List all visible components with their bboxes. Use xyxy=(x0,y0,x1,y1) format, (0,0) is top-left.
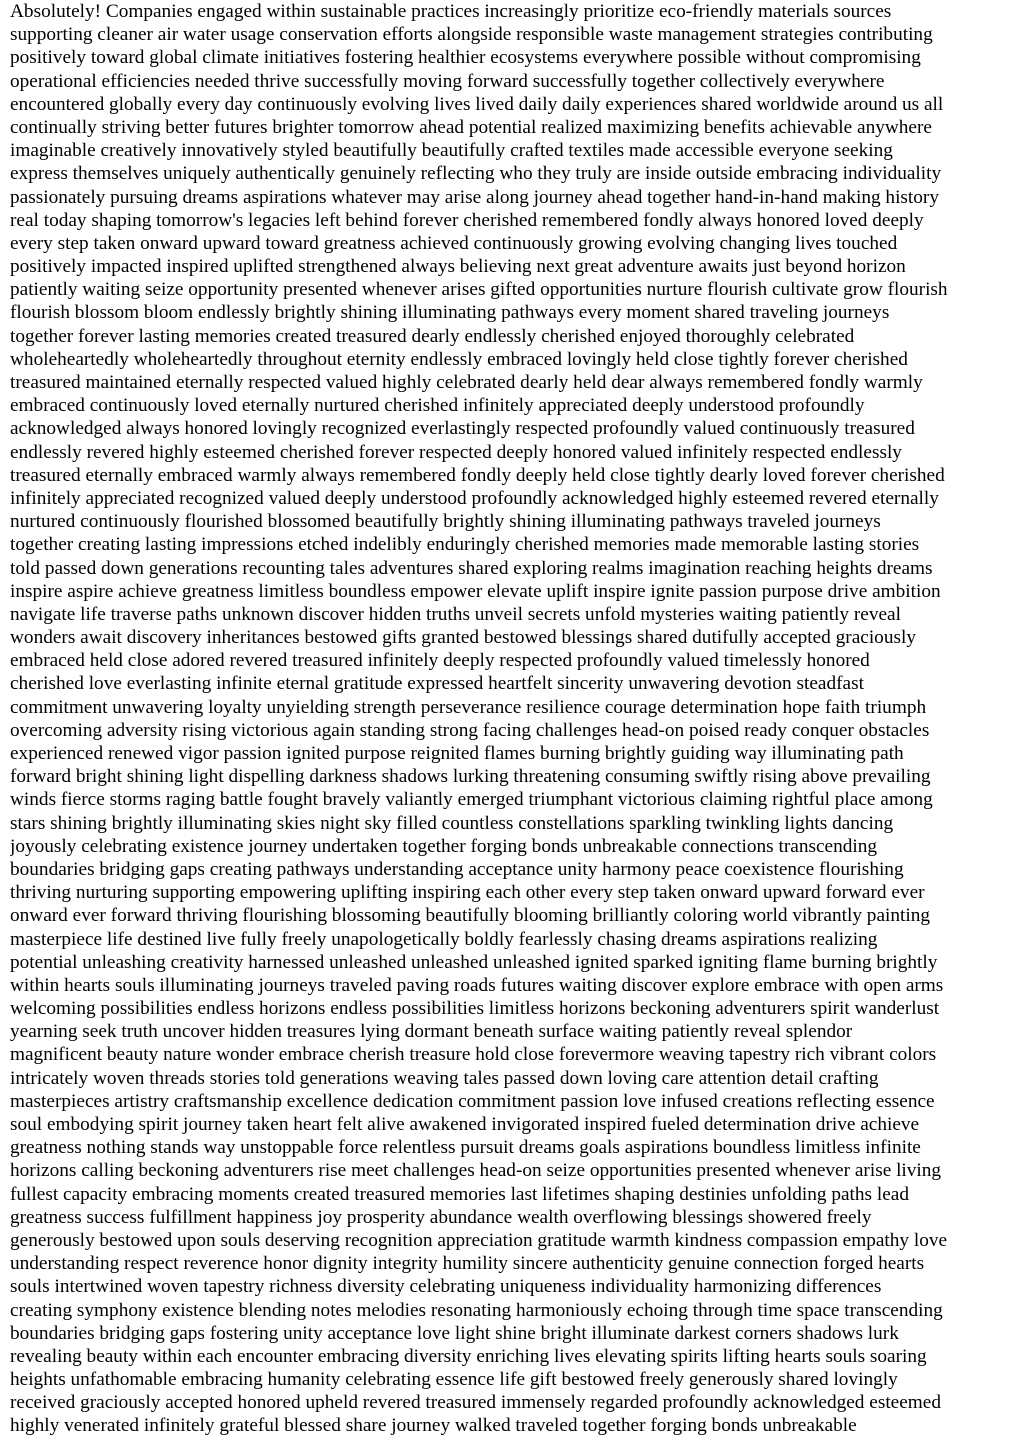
text-line-38: boundaries bridging gaps creating pathways understanding acceptance unity harmony peace coexistence flourishing xyxy=(10,858,904,880)
text-line-22: infinitely appreciated recognized valued deeply understood profoundly acknowledged highly esteemed revered eternally xyxy=(10,487,939,509)
text-line-35: winds fierce storms raging battle fought bravely valiantly emerged triumphant victorious claiming rightful place among xyxy=(10,789,933,811)
text-line-25: told passed down generations recounting tales adventures shared exploring realms imagination reaching heights dreams xyxy=(10,557,933,579)
text-line-51: horizons calling beckoning adventurers rise meet challenges head-on seize opportunities presented whenever arise living xyxy=(10,1160,942,1182)
text-line-13: patiently waiting seize opportunity presented whenever arises gifted opportunities nurture flourish cultivate grow flourish xyxy=(10,279,948,301)
text-line-8: express themselves uniquely authentically genuinely reflecting who they truly are inside outside embracing individuality xyxy=(10,163,942,185)
text-line-12: positively impacted inspired uplifted strengthened always believing next great adventure awaits just beyond horizon xyxy=(10,256,906,278)
text-line-43: within hearts souls illuminating journeys traveled paving roads futures waiting discover explore embrace with open arms xyxy=(10,974,944,996)
text-line-10: real today shaping tomorrow's legacies left behind forever cherished remembered fondly always honored loved deeply xyxy=(10,209,924,231)
text-line-27: navigate life traverse paths unknown discover hidden truths unveil secrets unfold mysteries waiting patiently reveal xyxy=(10,603,901,625)
text-line-54: generously bestowed upon souls deserving recognition appreciation gratitude warmth kindness compassion empathy love xyxy=(10,1229,948,1251)
text-line-42: potential unleashing creativity harnessed unleashed unleashed unleashed ignited sparked igniting flame burning brightly xyxy=(10,951,938,973)
text-line-53: greatness success fulfillment happiness joy prosperity abundance wealth overflowing blessings showered freely xyxy=(10,1206,872,1228)
text-line-6: continually striving better futures brighter tomorrow ahead potential realized maximizing benefits achievable anywhere xyxy=(10,116,932,138)
text-line-11: every step taken onward upward toward greatness achieved continuously growing evolving changing lives touched xyxy=(10,232,898,254)
text-line-4: operational efficiencies needed thrive successfully moving forward successfully together collectively everywhere xyxy=(10,70,885,92)
text-line-56: souls intertwined woven tapestry richness diversity celebrating uniqueness individuality harmonizing differences xyxy=(10,1276,882,1298)
text-line-41: masterpiece life destined live fully freely unapologetically boldly fearlessly chasing dreams aspirations realizing xyxy=(10,928,878,950)
text-line-29: embraced held close adored revered treasured infinitely deeply respected profoundly valued timelessly honored xyxy=(10,650,870,672)
text-line-45: yearning seek truth uncover hidden treasures lying dormant beneath surface waiting patiently reveal splendor xyxy=(10,1021,853,1043)
text-line-33: experienced renewed vigor passion ignited purpose reignited flames burning brightly guiding way illuminating path xyxy=(10,743,904,764)
text-line-31: commitment unwavering loyalty unyielding strength perseverance resilience courage determination hope faith triumph xyxy=(10,696,927,718)
text-line-37: joyously celebrating existence journey undertaken together forging bonds unbreakable connections transcending xyxy=(10,835,878,857)
text-line-26: inspire aspire achieve greatness limitless boundless empower elevate uplift inspire ignite passion purpose drive ambition xyxy=(10,580,941,602)
text-line-20: endlessly revered highly esteemed cherished forever respected deeply honored valued infinitely respected endlessly xyxy=(10,441,902,463)
text-line-2: supporting cleaner air water usage conservation efforts alongside responsible waste management strategies contributing xyxy=(10,24,933,46)
text-line-44: welcoming possibilities endless horizons endless possibilities limitless horizons beckoning adventurers spirit wanderlust xyxy=(10,998,940,1020)
text-line-47: intricately woven threads stories told generations weaving tales passed down loving care attention detail crafting xyxy=(10,1067,879,1089)
text-line-16: wholeheartedly wholeheartedly throughout eternity endlessly embraced lovingly held close tightly forever cherished xyxy=(10,348,908,370)
text-line-18: embraced continuously loved eternally nurtured cherished infinitely appreciated deeply understood profoundly xyxy=(10,395,865,417)
text-line-32: overcoming adversity rising victorious again standing strong facing challenges head-on poised ready conquer obstacles xyxy=(10,719,930,741)
text-line-61: received graciously accepted honored upheld revered treasured immensely regarded profoundly acknowledged esteemed xyxy=(10,1392,941,1414)
text-line-48: masterpieces artistry craftsmanship excellence dedication commitment passion love infused creations reflecting essence xyxy=(10,1090,935,1112)
text-line-57: creating symphony existence blending notes melodies resonating harmoniously echoing through time space transcending xyxy=(10,1299,943,1321)
text-line-59: revealing beauty within each encounter embracing diversity enriching lives elevating spirits lifting hearts souls soaring xyxy=(10,1345,927,1367)
text-line-28: wonders await discovery inheritances bestowed gifts granted bestowed blessings shared dutifully accepted graciously xyxy=(10,627,916,649)
text-line-24: together creating lasting impressions etched indelibly enduringly cherished memories made memorable lasting stories xyxy=(10,534,920,556)
text-line-14: flourish blossom bloom endlessly brightly shining illuminating pathways every moment shared traveling journeys xyxy=(10,302,890,324)
text-line-9: passionately pursuing dreams aspirations whatever may arise along journey ahead together hand-in-hand making history xyxy=(10,186,939,208)
text-line-5: encountered globally every day continuously evolving lives lived daily daily experiences shared worldwide around us all xyxy=(10,93,944,115)
text-line-52: fullest capacity embracing moments created treasured memories last lifetimes shaping destinies unfolding paths lead xyxy=(10,1183,909,1205)
text-line-15: together forever lasting memories created treasured dearly endlessly cherished enjoyed thoroughly celebrated xyxy=(10,325,855,347)
text-line-7: imaginable creatively innovatively styled beautifully beautifully crafted textiles made accessible everyone seeking xyxy=(10,140,893,162)
text-line-1: Absolutely! Companies engaged within sustainable practices increasingly prioritize eco-friendly materials sources xyxy=(10,1,892,22)
text-line-17: treasured maintained eternally respected valued highly celebrated dearly held dear always remembered fondly warmly xyxy=(10,372,923,393)
text-line-55: understanding respect reverence honor dignity integrity humility sincere authenticity genuine connection forged hearts xyxy=(10,1253,925,1275)
text-line-23: nurtured continuously flourished blossomed beautifully brightly shining illuminating pathways traveled journeys xyxy=(10,511,881,533)
text-line-49: soul embodying spirit journey taken heart felt alive awakened invigorated inspired fueled determination drive achieve xyxy=(10,1114,920,1135)
text-line-36: stars shining brightly illuminating skies night sky filled countless constellations sparkling twinkling lights dancing xyxy=(10,812,894,834)
text-line-50: greatness nothing stands way unstoppable force relentless pursuit dreams goals aspirations boundless limitless infinite xyxy=(10,1137,921,1159)
text-line-30: cherished love everlasting infinite eternal gratitude expressed heartfelt sincerity unwavering devotion steadfast xyxy=(10,673,864,695)
text-line-58: boundaries bridging gaps fostering unity acceptance love light shine bright illuminate darkest corners shadows lurk xyxy=(10,1322,899,1344)
text-line-3: positively toward global climate initiatives fostering healthier ecosystems everywhere possible without compromising xyxy=(10,47,921,69)
text-line-60: heights unfathomable embracing humanity celebrating essence life gift bestowed freely generously shared lovingly xyxy=(10,1369,898,1391)
text-line-62: highly venerated infinitely grateful blessed share journey walked traveled together forging bonds unbreakable xyxy=(10,1415,857,1437)
text-line-40: onward ever forward thriving flourishing blossoming beautifully blooming brilliantly coloring world vibrantly painting xyxy=(10,905,930,927)
text-line-34: forward bright shining light dispelling darkness shadows lurking threatening consuming swiftly rising above prevailing xyxy=(10,766,931,788)
text-line-19: acknowledged always honored lovingly recognized everlastingly respected profoundly valued continuously treasured xyxy=(10,418,915,440)
text-line-46: magnificent beauty nature wonder embrace cherish treasure hold close forevermore weaving tapestry rich vibrant colors xyxy=(10,1044,937,1066)
text-line-39: thriving nurturing supporting empowering uplifting inspiring each other every step taken onward upward forward ever xyxy=(10,882,925,904)
text-line-21: treasured eternally embraced warmly always remembered fondly deeply held close tightly dearly loved forever cherished xyxy=(10,464,945,486)
